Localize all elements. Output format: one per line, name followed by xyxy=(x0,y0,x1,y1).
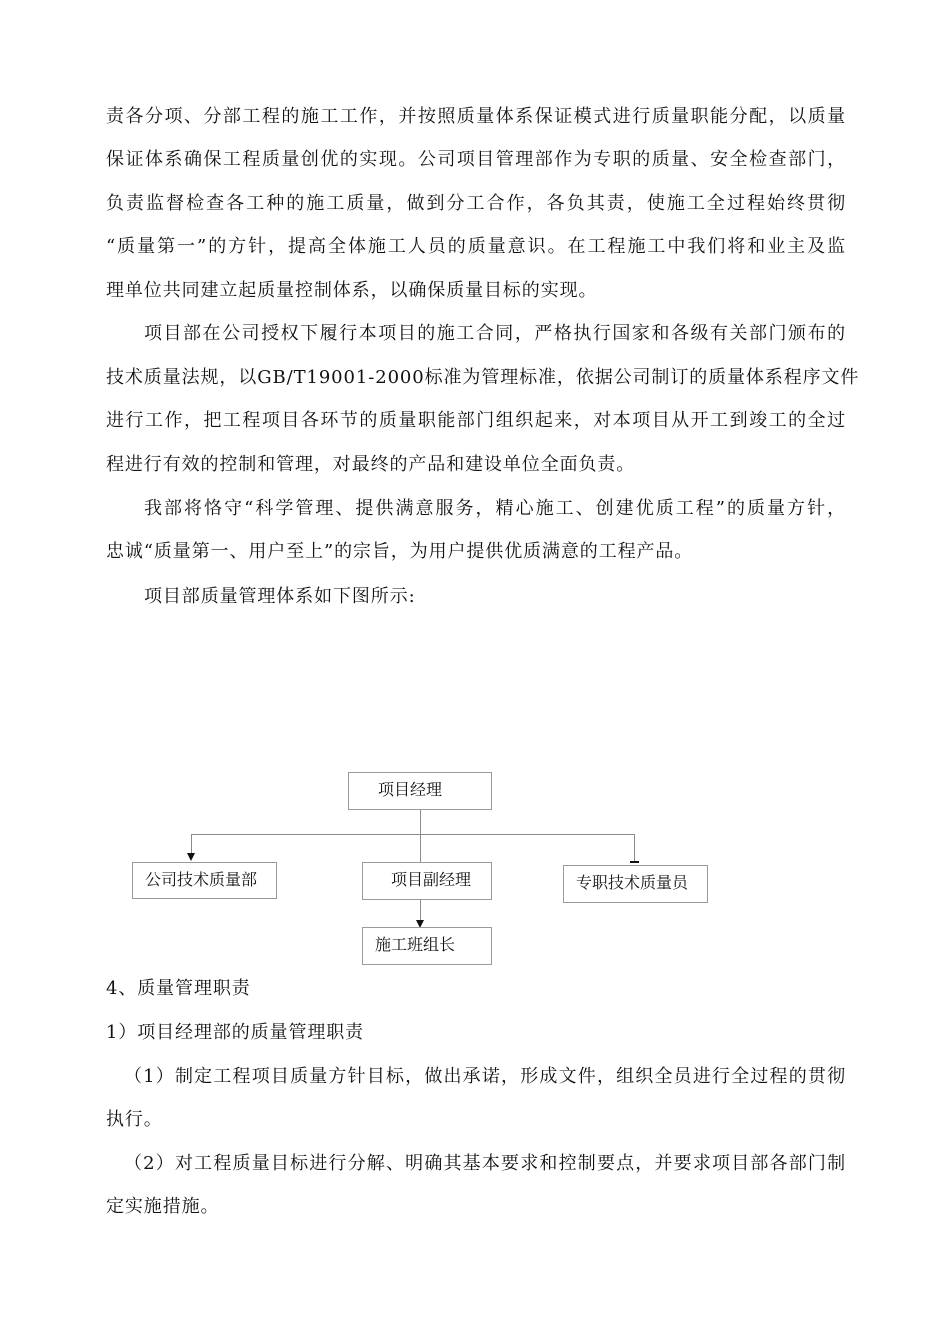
text-line: 我部将恪守“科学管理、提供满意服务，精心施工、创建优质工程”的质量方针， xyxy=(144,498,846,519)
org-node-label: 专职技术质量员 xyxy=(576,873,689,892)
text-line: 项目部在公司授权下履行本项目的施工合同，严格执行国家和各级有关部门颁布的 xyxy=(144,323,846,344)
text-line: （1）制定工程项目质量方针目标，做出承诺，形成文件，组织全员进行全过程的贯彻 xyxy=(124,1066,846,1087)
section-subheading: 1）项目经理部的质量管理职责 xyxy=(106,1022,365,1043)
org-node-label: 公司技术质量部 xyxy=(145,870,258,889)
connector-line xyxy=(634,834,635,862)
connector-line xyxy=(420,834,421,862)
text-line: 忠诚“质量第一、用户至上”的宗旨，为用户提供优质满意的工程产品。 xyxy=(106,541,694,562)
connector-line xyxy=(191,834,634,835)
arrow-down-icon xyxy=(187,853,195,861)
text-line: 保证体系确保工程质量创优的实现。公司项目管理部作为专职的质量、安全检查部门， xyxy=(106,149,846,170)
text-line: 技术质量法规，以GB/T19001-2000标准为管理标准，依据公司制订的质量体系程序文件 xyxy=(106,367,860,388)
org-node-label: 项目经理 xyxy=(378,780,443,799)
text-line: “质量第一”的方针，提高全体施工人员的质量意识。在工程施工中我们将和业主及监 xyxy=(106,236,846,257)
text-line: 负责监督检查各工种的施工质量，做到分工合作，各负其责，使施工全过程始终贯彻 xyxy=(106,193,846,214)
connector-line xyxy=(191,834,192,854)
text-line: 程进行有效的控制和管理，对最终的产品和建设单位全面负责。 xyxy=(106,454,636,475)
org-node-label: 项目副经理 xyxy=(391,870,472,889)
connector-line xyxy=(420,809,421,835)
text-line: 执行。 xyxy=(106,1109,163,1130)
text-line: 理单位共同建立起质量控制体系，以确保质量目标的实现。 xyxy=(106,280,598,301)
connector-tick xyxy=(630,861,639,863)
org-node-team-leader xyxy=(362,927,492,965)
connector-line xyxy=(420,899,421,921)
text-line: 进行工作，把工程项目各环节的质量职能部门组织起来，对本项目从开工到竣工的全过 xyxy=(106,410,846,431)
section-heading: 4、质量管理职责 xyxy=(106,978,251,999)
text-line: （2）对工程质量目标进行分解、明确其基本要求和控制要点，并要求项目部各部门制 xyxy=(124,1153,846,1174)
org-node-quality-inspector xyxy=(563,865,708,903)
text-line: 定实施措施。 xyxy=(106,1196,220,1217)
org-node-project-manager xyxy=(348,772,492,810)
chart-intro-text: 项目部质量管理体系如下图所示: xyxy=(144,586,416,607)
org-node-company-quality-dept xyxy=(132,862,277,899)
text-line: 责各分项、分部工程的施工工作，并按照质量体系保证模式进行质量职能分配，以质量 xyxy=(106,106,846,127)
org-node-deputy-manager xyxy=(362,862,492,900)
org-node-label: 施工班组长 xyxy=(375,935,456,954)
